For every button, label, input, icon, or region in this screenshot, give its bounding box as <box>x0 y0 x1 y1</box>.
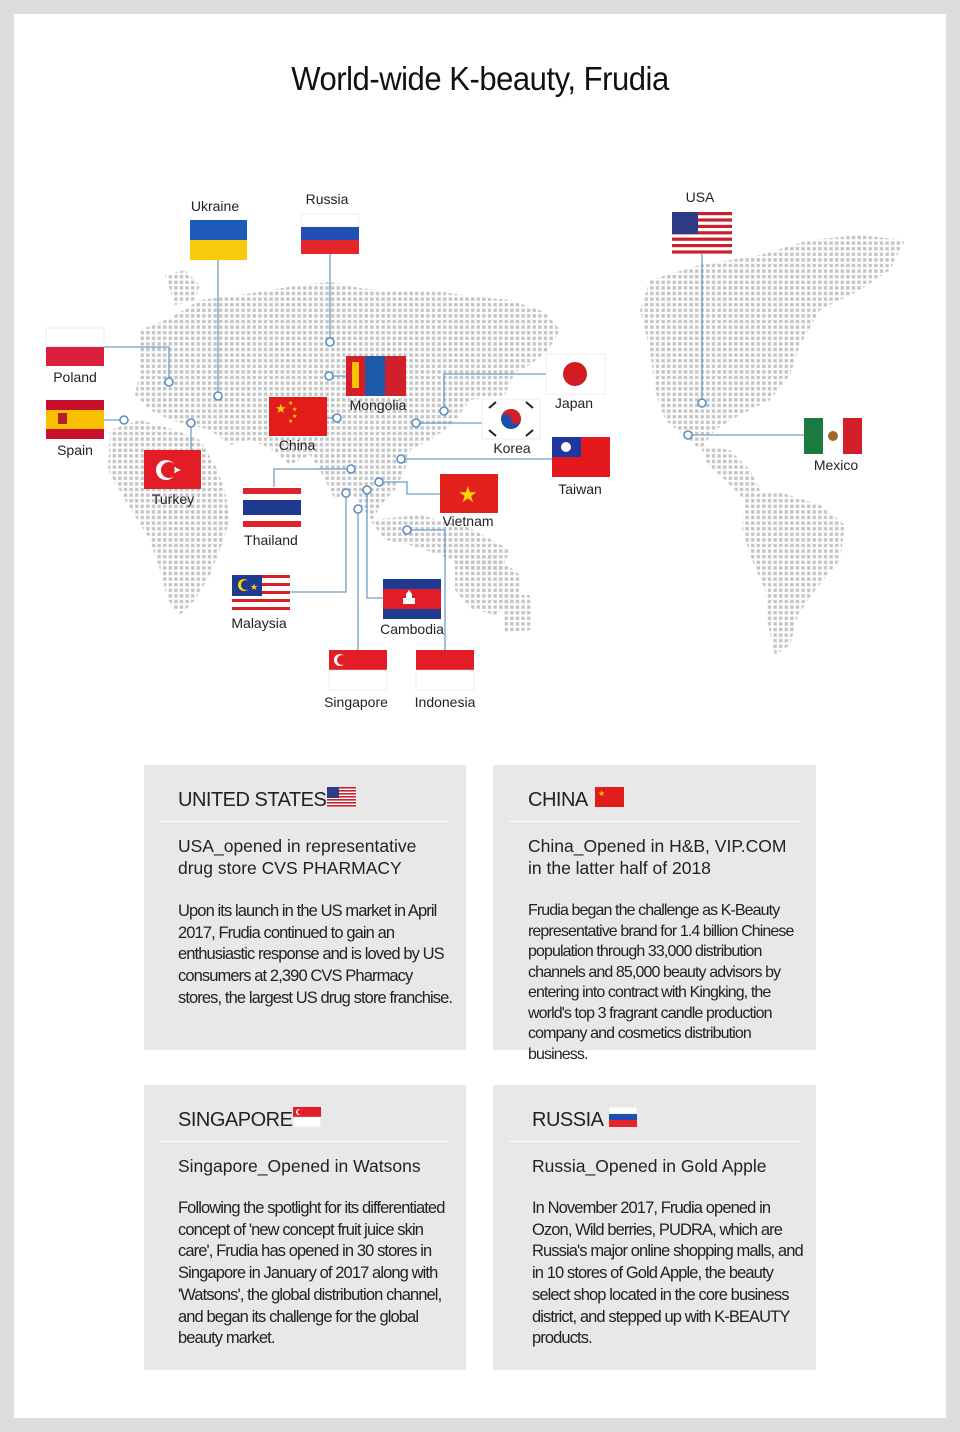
label-taiwan: Taiwan <box>558 481 602 497</box>
label-mongolia: Mongolia <box>349 397 407 413</box>
panel-subtitle: USA_opened in representative drug store CVS PHARMACY <box>178 836 417 878</box>
dot-usa <box>698 399 706 407</box>
panel-body: Following the spotlight for its differentiated concept of 'new concept fruit juice skin care', Frudia has opened in 30 stores in Singapore in January of 2017 along with 'Watsons', the global distribution channel, and began its challenge for the global beauty market. <box>178 1199 445 1348</box>
dot-malaysia <box>342 489 350 497</box>
dot-russia <box>326 338 334 346</box>
africa-landmass <box>108 420 230 615</box>
flag-russia-icon <box>301 214 359 254</box>
flag-turkey-icon <box>144 450 201 489</box>
svg-text:★: ★ <box>288 400 294 407</box>
panel-subtitle: China_Opened in H&B, VIP.COM in the latter half of 2018 <box>528 836 787 878</box>
dot-japan <box>440 407 448 415</box>
page-title: World-wide K-beauty, Frudia <box>291 60 669 97</box>
panel-heading: SINGAPORE <box>178 1109 293 1131</box>
flag-mexico-icon <box>804 418 862 454</box>
label-russia: Russia <box>305 191 349 207</box>
svg-text:★: ★ <box>288 418 294 425</box>
panel-heading: RUSSIA <box>532 1109 604 1131</box>
panel-subtitle: Russia_Opened in Gold Apple <box>532 1156 767 1176</box>
flag-japan-icon <box>546 354 605 394</box>
flag-korea-icon <box>482 399 540 439</box>
panel-united-states <box>144 765 466 1050</box>
flag-china-icon <box>595 787 624 807</box>
dot-taiwan <box>397 455 405 463</box>
svg-text:★: ★ <box>292 413 298 420</box>
svg-text:★: ★ <box>275 402 287 417</box>
dot-vietnam <box>375 478 383 486</box>
panel-russia <box>493 1085 816 1370</box>
label-usa: USA <box>685 189 715 205</box>
panel-body: Frudia began the challenge as K-Beauty representative brand for 1.4 billion Chinese population through 33,000 distribution channels and 85,000 beauty advisors by entering into contract with Kingking, the world's top 3 fragrant candle production company and cosmetics distribution business. <box>528 902 794 1063</box>
flag-thailand-icon <box>243 488 301 527</box>
south-america-landmass <box>742 492 845 655</box>
flag-usa-icon <box>672 212 732 254</box>
dot-indonesia <box>403 526 411 534</box>
svg-text:★: ★ <box>458 483 478 508</box>
dot-turkey <box>187 419 195 427</box>
flag-russia-icon <box>609 1107 637 1127</box>
label-korea: Korea <box>493 440 531 456</box>
dot-singapore <box>354 505 362 513</box>
flag-spain-icon <box>46 400 104 439</box>
dot-spain <box>120 416 128 424</box>
dot-ukraine <box>214 392 222 400</box>
panel-heading: CHINA <box>528 789 588 811</box>
scandinavia-landmass <box>165 270 200 305</box>
panel-body: In November 2017, Frudia opened in Ozon, Wild berries, PUDRA, which are Russia's major online shopping malls, and in 10 stores of Gold Apple, the beauty select shop located in the core business district, and stepped up with K-BEAUTY products. <box>532 1199 803 1348</box>
panel-singapore <box>144 1085 466 1370</box>
label-singapore: Singapore <box>324 694 388 710</box>
flag-ukraine-icon <box>190 220 247 260</box>
panel-divider <box>160 821 450 822</box>
label-china: China <box>278 437 316 453</box>
flag-indonesia-icon <box>416 650 474 690</box>
flag-taiwan-icon <box>552 437 610 477</box>
label-malaysia: Malaysia <box>231 615 287 631</box>
panel-divider <box>509 821 800 822</box>
central-america-landmass <box>700 445 760 500</box>
dot-thailand <box>347 465 355 473</box>
panel-divider <box>509 1141 800 1142</box>
panel-divider <box>160 1141 450 1142</box>
panel-body: Upon its launch in the US market in April 2017, Frudia continued to gain an enthusiastic response and is loved by US consumers at 2,390 CVS Pharmacy stores, the largest US drug store franchise. <box>178 902 453 1007</box>
label-spain: Spain <box>57 442 93 458</box>
label-poland: Poland <box>53 369 97 385</box>
panel-heading: UNITED STATES <box>178 789 327 811</box>
label-japan: Japan <box>554 395 594 411</box>
svg-text:★: ★ <box>250 583 259 593</box>
flag-poland-icon <box>46 328 104 366</box>
flag-singapore-icon <box>329 650 387 690</box>
label-thailand: Thailand <box>244 532 298 548</box>
pacific-islands <box>500 595 532 632</box>
flag-usa-icon <box>327 787 356 807</box>
panel-china <box>493 765 816 1063</box>
flag-malaysia-icon <box>232 575 290 613</box>
dot-mongolia <box>325 372 333 380</box>
dot-china <box>333 414 341 422</box>
label-cambodia: Cambodia <box>380 621 444 637</box>
svg-text:★: ★ <box>598 789 606 798</box>
dot-poland <box>165 378 173 386</box>
dot-cambodia <box>363 486 371 494</box>
flag-singapore-icon <box>293 1107 321 1127</box>
dot-mexico <box>684 431 692 439</box>
label-indonesia: Indonesia <box>414 694 476 710</box>
flag-cambodia-icon <box>383 579 441 619</box>
flag-china-icon <box>269 397 327 436</box>
north-america-landmass <box>640 235 905 450</box>
flag-mongolia-icon <box>346 356 406 396</box>
dot-korea <box>412 419 420 427</box>
label-mexico: Mexico <box>813 457 859 473</box>
svg-text:★: ★ <box>292 406 298 413</box>
flag-vietnam-icon <box>440 474 498 513</box>
label-turkey: Turkey <box>151 491 195 507</box>
label-vietnam: Vietnam <box>442 513 494 529</box>
panel-subtitle: Singapore_Opened in Watsons <box>178 1156 421 1176</box>
label-ukraine: Ukraine <box>190 198 240 214</box>
